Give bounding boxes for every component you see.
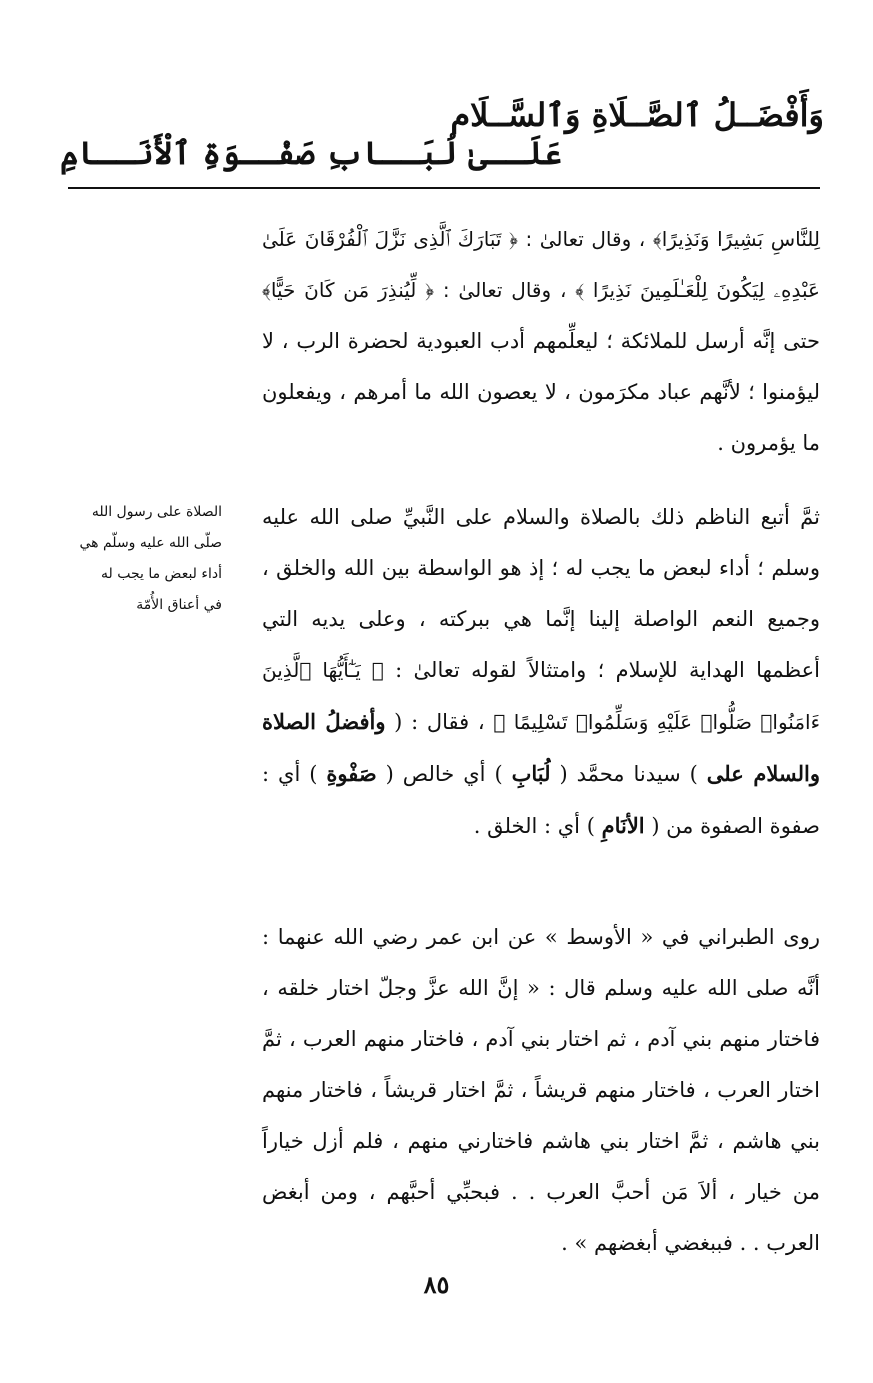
header-title-left: عَلَــىٰ لُبَــابِ صَفْــوَةِ ٱلْأَنَــامِ [60, 134, 563, 172]
paragraph-2-text-2: ، فقال : ( [385, 710, 494, 734]
paragraph-2-text-3: ) سيدنا محمَّد ( [550, 762, 707, 786]
paragraph-2-bold-3: صَفْوةِ [326, 761, 377, 786]
running-header [60, 96, 824, 172]
page-number: ٨٥ [423, 1270, 450, 1299]
margin-note [66, 497, 222, 621]
margin-note-line: في أعناق الأُمّة [136, 597, 222, 613]
header-title-right: وَأَفْضَــلُ ٱلصَّــلَاةِ وَٱلسَّــلَام [450, 96, 824, 134]
paragraph-2-text-5: ) أي : صفوة الصفوة من ( [262, 762, 820, 838]
margin-note-line: صلّى الله عليه وسلّم هي [79, 535, 222, 551]
paragraph-2-bold-2: لُبَابِ [511, 761, 551, 786]
paragraph-2-bold-4: الأنَامِ [601, 813, 645, 838]
paragraph-1-verses: لِلنَّاسِ بَشِيرًا وَنَذِيرًا﴾ ، وقال تعالىٰ : ﴿ تَبَارَكَ ٱلَّذِى نَزَّلَ ٱلْفُرْقَانَ عَلَىٰ عَبْدِهِۦ لِيَكُونَ لِلْعَـٰلَمِينَ نَذِيرًا ﴾ ، وقال تعالىٰ : ﴿ لِّيُنذِرَ مَن كَانَ حَيًّا﴾ [262, 227, 820, 302]
paragraph-1-text: حتى إنَّه أرسل للملائكة ؛ ليعلِّمهم أدب العبودية لحضرة الرب ، لا ليؤمنوا ؛ لأنَّهم عباد مكرَمون ، لا يعصون الله ما أمرهم ، ويفعلون ما يؤمرون . [262, 329, 820, 455]
paragraph-2-text-6: ) أي : الخلق . [473, 814, 602, 838]
header-divider [68, 187, 820, 189]
paragraph-3-text: روى الطبراني في « الأوسط » عن ابن عمر رضي الله عنهما : أنَّه صلى الله عليه وسلم قال : « إنَّ الله عزَّ وجلّ اختار خلقه ، فاختار منهم بني آدم ، ثم اختار بني آدم ، فاختار منهم العرب ، ثمَّ اختار العرب ، فاختار منهم قريشاً ، ثمَّ اختار قريشاً ، فاختار منهم بني هاشم ، ثمَّ اختار بني هاشم فاختارني منهم ، فلم أزل خياراً من خيار ، ألاَ مَن أحبَّ العرب . . فبحبِّي أحبَّهم ، ومن أبغض العرب . . فببغضي أبغضهم » . [262, 925, 820, 1255]
paragraph-1 [262, 214, 820, 469]
margin-note-line: أداء لبعض ما يجب له [100, 566, 222, 582]
paragraph-2-verse: ﴿ يَـٰٓأَيُّهَا ٱلَّذِينَ ءَامَنُوا۟ صَلُّوا۟ عَلَيْهِ وَسَلِّمُوا۟ تَسْلِيمًا ﴾ [262, 658, 821, 734]
paragraph-2-bold-1: وأفضلُ الصلاة والسلام على [262, 709, 820, 786]
margin-note-line: الصلاة على رسول الله [91, 504, 222, 520]
paragraph-3 [262, 912, 860, 1269]
paragraph-2-text-1: ثمَّ أتبع الناظم ذلك بالصلاة والسلام على النَّبيِّ صلى الله عليه وسلم ؛ أداء لبعض ما يجب له ؛ إذ هو الواسطة بين الله والخلق ، وجميع النعم الواصلة إلينا إنَّما هي ببركته ، وعلى يديه التي أعظمها الهداية للإسلام ؛ وامتثالاً لقوله تعالىٰ : [262, 505, 820, 682]
paragraph-2-text-4: ) أي خالص ( [376, 762, 512, 786]
paragraph-2 [262, 492, 860, 852]
